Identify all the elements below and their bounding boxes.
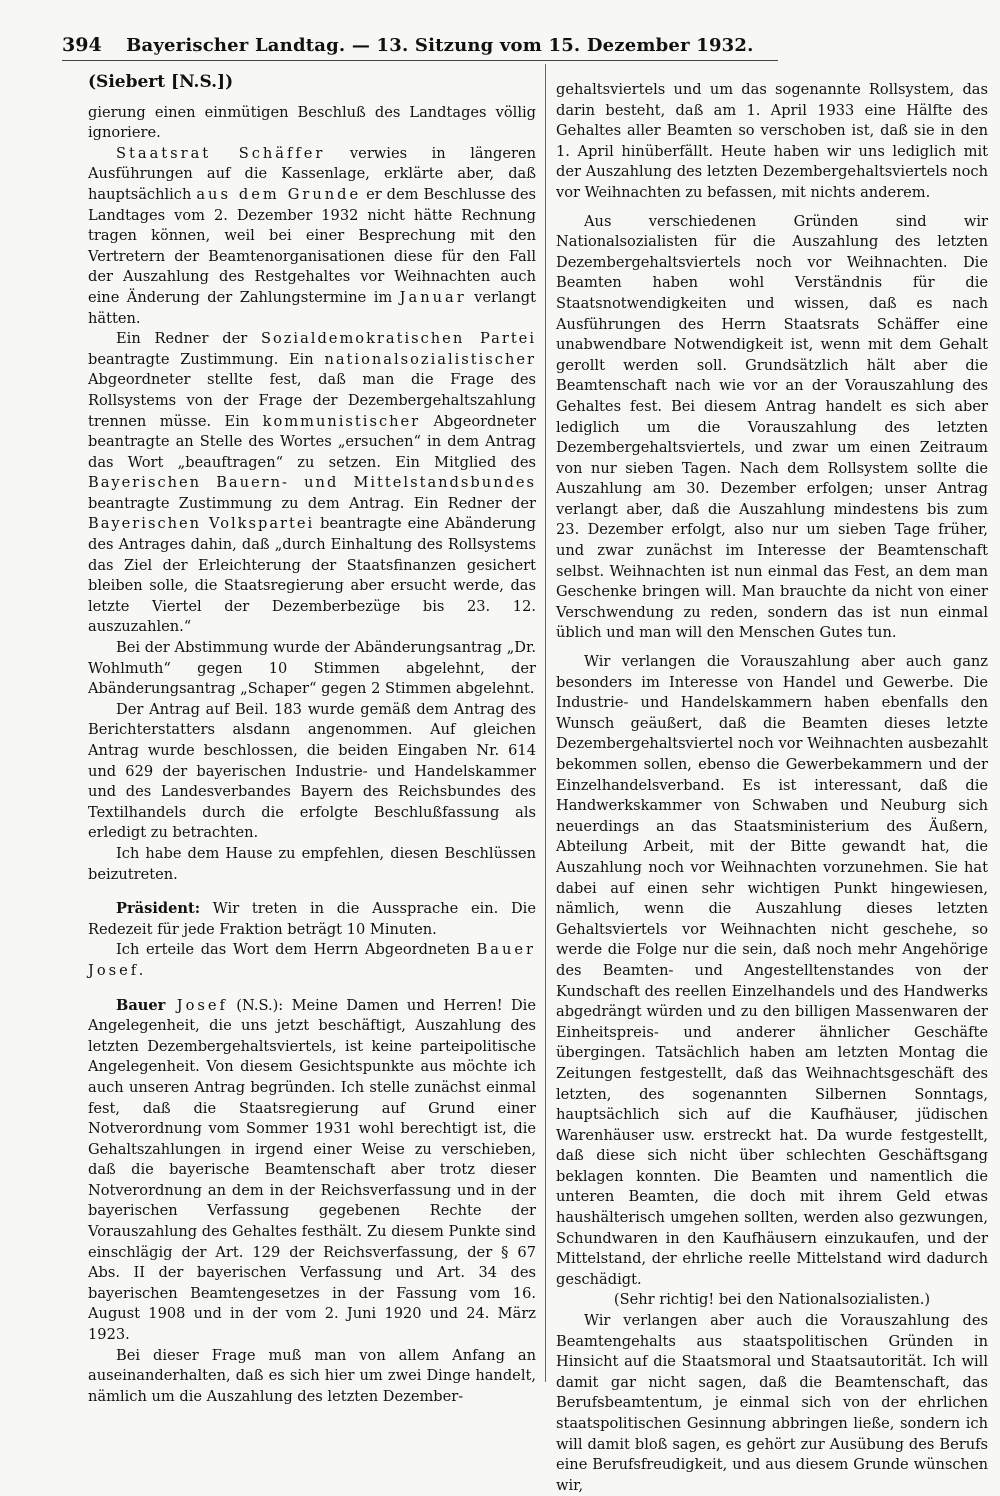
spaced-text: Januar (399, 288, 467, 306)
paragraph: gehaltsviertels und um das sogenannte Rollsystem, das darin besteht, daß am 1. April 1933 eine Hälfte des Gehaltes aller Beamten so verschoben ist, daß sie in den 1. April hinüberfällt. Heute haben wir uns lediglich mit der Auszahlung des letzten Dezembergehaltsviertels noch vor Weihnachten zu befassen, mit nichts anderem. (556, 81, 988, 201)
spaced-text: kommunistischer (262, 412, 421, 430)
spaced-text: Bayerischen Volkspartei (88, 515, 315, 533)
paragraph (88, 144, 536, 329)
text-run: Wir treten in die Aussprache ein. Die Redezeit für jede Fraktion beträgt 10 Minuten. (88, 900, 536, 938)
text-run: (N.S.): Meine Damen und Herren! Die Angelegenheit, die uns jetzt beschäftigt, Auszahlung des letzten Dezembergehaltsviertels, ist keine parteipolitische Angelegenheit. Von diesem Gesichtspunkte aus möchte ich auch unseren Antrag begründen. Ich stelle zunächst einmal fest, daß die Staatsregierung auf Grund einer Notverordnung vom Sommer 1931 wohl berechtigt ist, die Gehaltszahlungen in irgend einer Weise zu verschieben, daß die bayerische Beamtenschaft aber trotz dieser Notverordnung an dem in der Reichsverfassung und in der bayerischen Verfassung gegebenen Rechte der Vorauszahlung des Gehaltes festhält. Zu diesem Punkte sind einschlägig der Art. 129 der Reichsverfassung, der § 67 Abs. II der bayerischen Verfassung und Art. 34 des bayerischen Beamtengesetzes in der Fassung vom 16. August 1908 und in der vom 2. Juni 1920 und 24. März 1923. (88, 996, 536, 1344)
column-divider (545, 64, 546, 1382)
text-run: beantragte eine Abänderung des Antrages dahin, daß „durch Einhaltung des Rollsystems das Ziel der Erleichterung der Staatsfinanzen gesichert bleiben solle, die Staatsregierung aber ersucht werde, das letzte Viertel der Dezemberbezüge bis 23. 12. auszuzahlen.“ (88, 515, 537, 636)
spaced-name: Staatsrat Schäffer (116, 144, 326, 162)
paragraph (88, 329, 536, 638)
page-header (62, 34, 778, 61)
text-run: verwies in längeren Ausführungen auf die Kassenlage, erklärte aber, daß hauptsächlich (88, 144, 536, 203)
text-run: Ich erteile das Wort dem Herrn Abgeordneten (116, 941, 477, 959)
paragraph: Bei dieser Frage muß man von allem Anfang an auseinanderhalten, daß es sich hier um zwei Dinge handelt, nämlich um die Auszahlung des letzten Dezember- (88, 1346, 536, 1405)
spaced-text: aus dem Grunde (196, 185, 362, 203)
speaker-name: Präsident: (116, 900, 201, 918)
paragraph (88, 940, 536, 981)
text-run: verlangt hätten. (88, 288, 536, 327)
paragraph: Bei der Abstimmung wurde der Abänderungsantrag „Dr. Wohlmuth“ gegen 10 Stimmen abgelehnt, der Abänderungsantrag „Schaper“ gegen 2 Stimmen abgelehnt. (88, 639, 536, 698)
paragraph (88, 899, 536, 940)
right-column (556, 80, 988, 1496)
spaced-text: Bayerischen Bauern- und Mittelstandsbundes (88, 474, 536, 492)
spaced-text: nationalsozialistischer (324, 350, 536, 368)
page-number: 394 (62, 34, 102, 56)
paragraph (88, 996, 536, 1346)
paragraph: gierung einen einmütigen Beschluß des Landtages völlig ignoriere. (88, 103, 536, 142)
spaced-text: Sozialdemokratischen Partei (260, 330, 536, 348)
paragraph: Aus verschiedenen Gründen sind wir Nationalsozialisten für die Auszahlung des letzten Dezembergehaltsviertels noch vor Weihnachten. Die Beamten haben wohl Verständnis für die Staatsnotwendigkeiten und wissen, daß es nach Ausführungen des Herrn Staatsrats Schäffer eine unabwendbare Notwendigkeit ist, wenn mit dem Gehalt gerollt werden soll. Grundsätzlich hält aber die Beamtenschaft nach wie vor an der Vorauszahlung des Gehaltes fest. Bei diesem Antrag handelt es sich aber lediglich um die Vorauszahlung des letzten Dezembergehaltsviertels, und zwar um einen Zeitraum von nur sieben Tagen. Nach dem Rollsystem sollte die Auszahlung am 30. Dezember erfolgen; unser Antrag verlangt aber, daß die Auszahlung mindestens bis zum 23. Dezember erfolgt, also nur um sieben Tage früher, und zwar zunächst im Interesse der Beamtenschaft selbst. Weihnachten ist nun einmal das Fest, an dem man Geschenke bringen will. Man brauchte da nicht von einer Verschwendung zu reden, sondern das ist nun einmal üblich und man will den Menschen Gutes tun. (556, 212, 988, 642)
spaced-name: Josef (165, 996, 228, 1014)
spaced-name: Bauer Josef. (88, 941, 536, 979)
text-run: Abgeordneter stellte fest, daß man die Frage des Rollsystems von der Frage der Dezembergehaltszahlung trennen müsse. Ein (88, 371, 536, 430)
text-run: Abgeordneter beantragte an Stelle des Wortes „ersuchen“ in dem Antrag das Wort „beauftragen“ zu setzen. Ein Mitglied des (88, 412, 536, 471)
paragraph: Wir verlangen die Vorauszahlung aber auch ganz besonders im Interesse von Handel und Gewerbe. Die Industrie- und Handelskammern haben ebenfalls den Wunsch geäußert, daß die Beamten dieses letzte Dezembergehaltsviertel noch vor Weihnachten ausbezahlt bekommen sollen, ebenso die Gewerbekammern und der Einzelhandelsverband. Es ist interessant, daß die Handwerkskammer von Schwaben und Neuburg sich neuerdings an das Staatsministerium des Äußern, Abteilung Arbeit, mit der Bitte gewandt hat, die Auszahlung noch vor Weihnachten vorzunehmen. Sie hat dabei auf einen sehr wichtigen Punkt hingewiesen, nämlich, wenn die Auszahlung dieses letzten Gehaltsviertels vor Weihnachten nicht geschehe, so werde die Folge nur die sein, daß noch mehr Angehörige des Beamten- und Angestelltenstandes von der Kundschaft des reellen Einzelhandels und des Handwerks abgedrängt würden und zu den billigen Massenwaren der Einheitspreis- und anderer ähnlicher Geschäfte übergingen. Tatsächlich haben am letzten Montag die Zeitungen festgestellt, daß das Weihnachtsgeschäft des letzten, des sogenannten Silbernen Sonntags, hauptsächlich sich auf die Kaufhäuser, jüdischen Warenhäuser usw. erstreckt hat. Da wurde festgestellt, daß diese sich nicht über schlechten Geschäftsgang beklagen konnten. Die Beamten und namentlich die unteren Beamten, die doch mit ihrem Geld etwas haushälterisch umgehen sollten, werden also gezwungen, Schundwaren in den Kaufhäusern einzukaufen, und der Mittelstand, der ehrliche reelle Mittelstand wird dadurch geschädigt. (556, 653, 988, 1288)
paragraph: Ich habe dem Hause zu empfehlen, diesen Beschlüssen beizutreten. (88, 844, 536, 883)
running-title: Bayerischer Landtag. — 13. Sitzung vom 15. Dezember 1932. (126, 35, 754, 56)
text-run: Ein Redner der (116, 330, 261, 348)
text-run: beantragte Zustimmung zu dem Antrag. Ein Redner der (88, 494, 536, 512)
paragraph: Wir verlangen aber auch die Vorauszahlung des Beamtengehalts aus staatspolitischen Gründen in Hinsicht auf die Staatsmoral und Staatsautorität. Ich will damit gar nicht sagen, daß die Beamtenschaft, das Berufsbeamtentum, je einmal sich von der ehrlichen staatspolitischen Gesinnung abbringen ließe, sondern ich will damit bloß sagen, es gehört zur Ausübung des Berufs eine Berufsfreudigkeit, und aus diesem Grunde wünschen wir, (556, 1312, 988, 1494)
text-run: beantragte Zustimmung. Ein (88, 350, 325, 368)
paragraph: Der Antrag auf Beil. 183 wurde gemäß dem Antrag des Berichterstatters alsdann angenommen. Auf gleichen Antrag wurde beschlossen, die beiden Eingaben Nr. 614 und 629 der bayerischen Industrie- und Handelskammer und des Landesverbandes Bayern des Reichsbundes des Textilhandels durch die erfolgte Beschlußfassung als erledigt zu betrachten. (88, 700, 536, 842)
speaker-tag: (Siebert [N.S.]) (88, 72, 234, 92)
left-column (88, 70, 536, 1407)
interjection: (Sehr richtig! bei den Nationalsozialisten.) (613, 1291, 931, 1309)
speaker-name: Bauer (116, 996, 166, 1014)
text-run: er dem Beschlusse des Landtages vom 2. Dezember 1932 nicht hätte Rechnung tragen können, weil bei einer Besprechung mit den Vertretern der Beamtenorganisationen diese für den Fall der Auszahlung des Restgehaltes vor Weihnachten auch eine Änderung der Zahlungstermine im (88, 185, 537, 306)
